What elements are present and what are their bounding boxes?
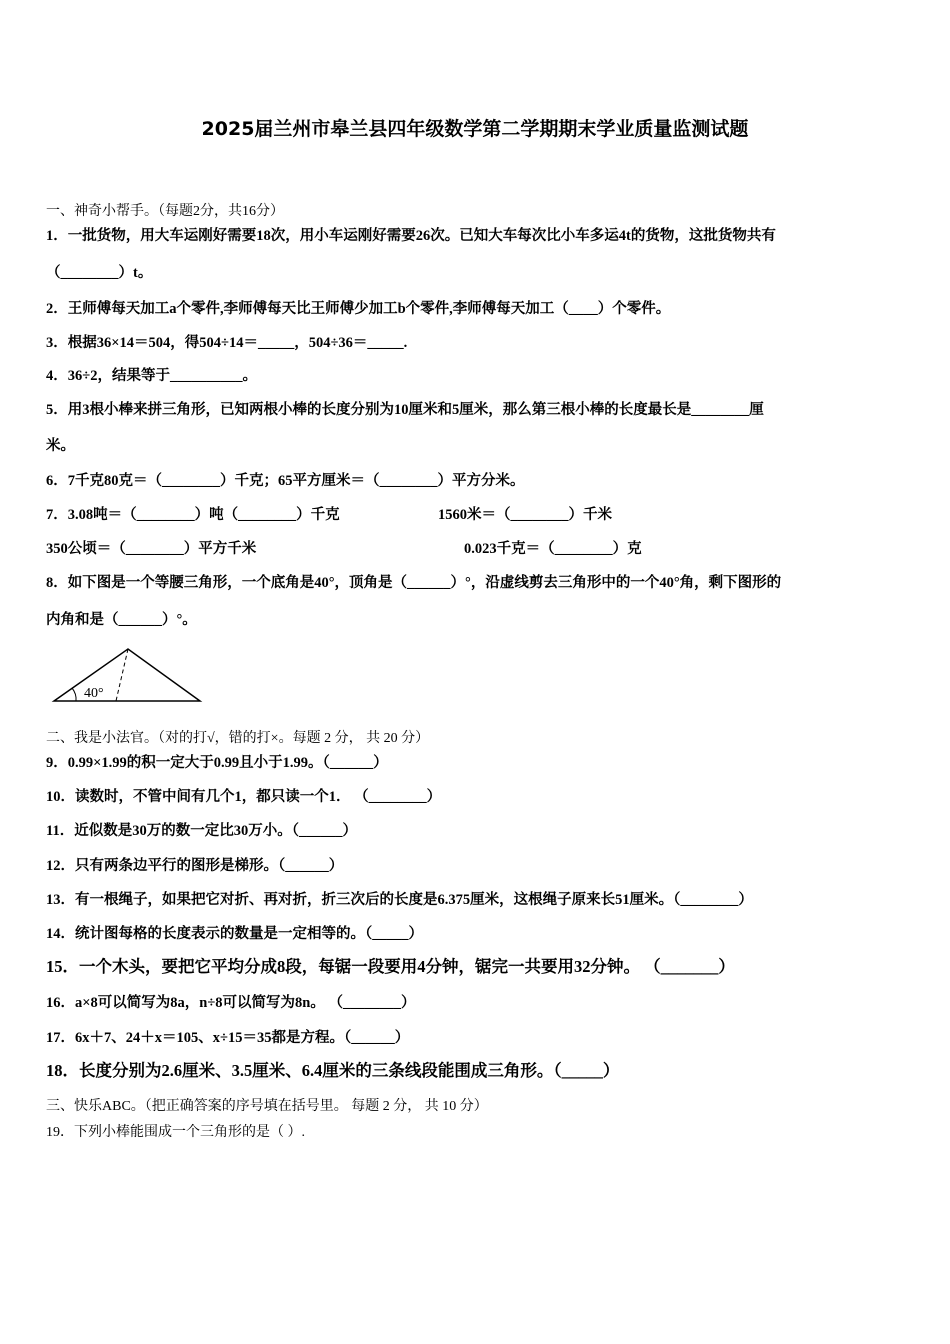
question-7-left: 7．3.08吨＝（________）吨（________）千克 xyxy=(46,507,340,523)
question-8-cont: 内角和是（______）°。 xyxy=(46,612,197,628)
question-2: 2．王师傅每天加工a个零件,李师傅每天比王师傅少加工b个零件,李师傅每天加工（____）个零件。 xyxy=(46,301,671,317)
section-3-heading: 三、快乐ABC。（把正确答案的序号填在括号里。 每题 2 分， 共 10 分） xyxy=(46,1099,488,1114)
question-12: 12．只有两条边平行的图形是梯形。（______） xyxy=(46,858,344,874)
question-17: 17．6x＋7、24＋x＝105、x÷15＝35都是方程。（______） xyxy=(46,1030,410,1046)
question-5-cont: 米。 xyxy=(46,438,75,454)
page-title: 2025届兰州市皋兰县四年级数学第二学期期末学业质量监测试题 xyxy=(201,118,749,140)
question-10: 10．读数时，不管中间有几个1，都只读一个1． （________） xyxy=(46,789,442,805)
triangle-shape xyxy=(54,649,200,701)
question-1-cont: （________）t。 xyxy=(46,265,153,281)
section-1-heading: 一、神奇小帮手。（每题2分，共16分） xyxy=(46,204,284,219)
question-1: 1．一批货物，用大车运刚好需要18次，用小车运刚好需要26次。已知大车每次比小车多运4t的货物，这批货物共有 xyxy=(46,228,776,244)
question-6: 6．7千克80克＝（________）千克；65平方厘米＝（________）平方分米。 xyxy=(46,473,525,489)
question-11: 11．近似数是30万的数一定比30万小。（______） xyxy=(46,823,357,839)
question-13: 13．有一根绳子，如果把它对折、再对折，折三次后的长度是6.375厘米，这根绳子原来长51厘米。（________） xyxy=(46,892,753,908)
question-18: 18．长度分别为2.6厘米、3.5厘米、6.4厘米的三条线段能围成三角形。（_____） xyxy=(46,1061,620,1080)
question-3: 3．根据36×14＝504，得504÷14＝_____，504÷36＝_____. xyxy=(46,335,408,351)
question-4: 4．36÷2，结果等于__________。 xyxy=(46,368,257,384)
section-2-heading: 二、我是小法官。（对的打√，错的打×。每题 2 分， 共 20 分） xyxy=(46,731,430,746)
angle-label: 40° xyxy=(84,686,104,701)
question-9: 9．0.99×1.99的积一定大于0.99且小于1.99。（______） xyxy=(46,755,388,771)
question-7b-left: 350公顷＝（________）平方千米 xyxy=(46,541,257,557)
question-5: 5．用3根小棒来拼三角形，已知两根小棒的长度分别为10厘米和5厘米，那么第三根小棒的长度最长是________厘 xyxy=(46,402,764,418)
question-15: 15．一个木头，要把它平均分成8段，每锯一段要用4分钟，锯完一共要用32分钟。 （_______） xyxy=(46,957,735,976)
question-7-right: 1560米＝（________）千米 xyxy=(438,507,612,523)
question-8: 8．如下图是一个等腰三角形，一个底角是40°，顶角是（______）°，沿虚线剪去三角形中的一个40°角，剩下图形的 xyxy=(46,575,782,591)
angle-arc xyxy=(72,688,76,701)
question-14: 14．统计图每格的长度表示的数量是一定相等的。（_____） xyxy=(46,926,423,942)
question-19: 19．下列小棒能围成一个三角形的是（ ）. xyxy=(46,1125,305,1140)
isosceles-triangle-figure xyxy=(50,643,205,705)
question-7b-right: 0.023千克＝（________）克 xyxy=(464,541,642,557)
question-16: 16．a×8可以简写为8a，n÷8可以简写为8n。 （________） xyxy=(46,995,416,1011)
